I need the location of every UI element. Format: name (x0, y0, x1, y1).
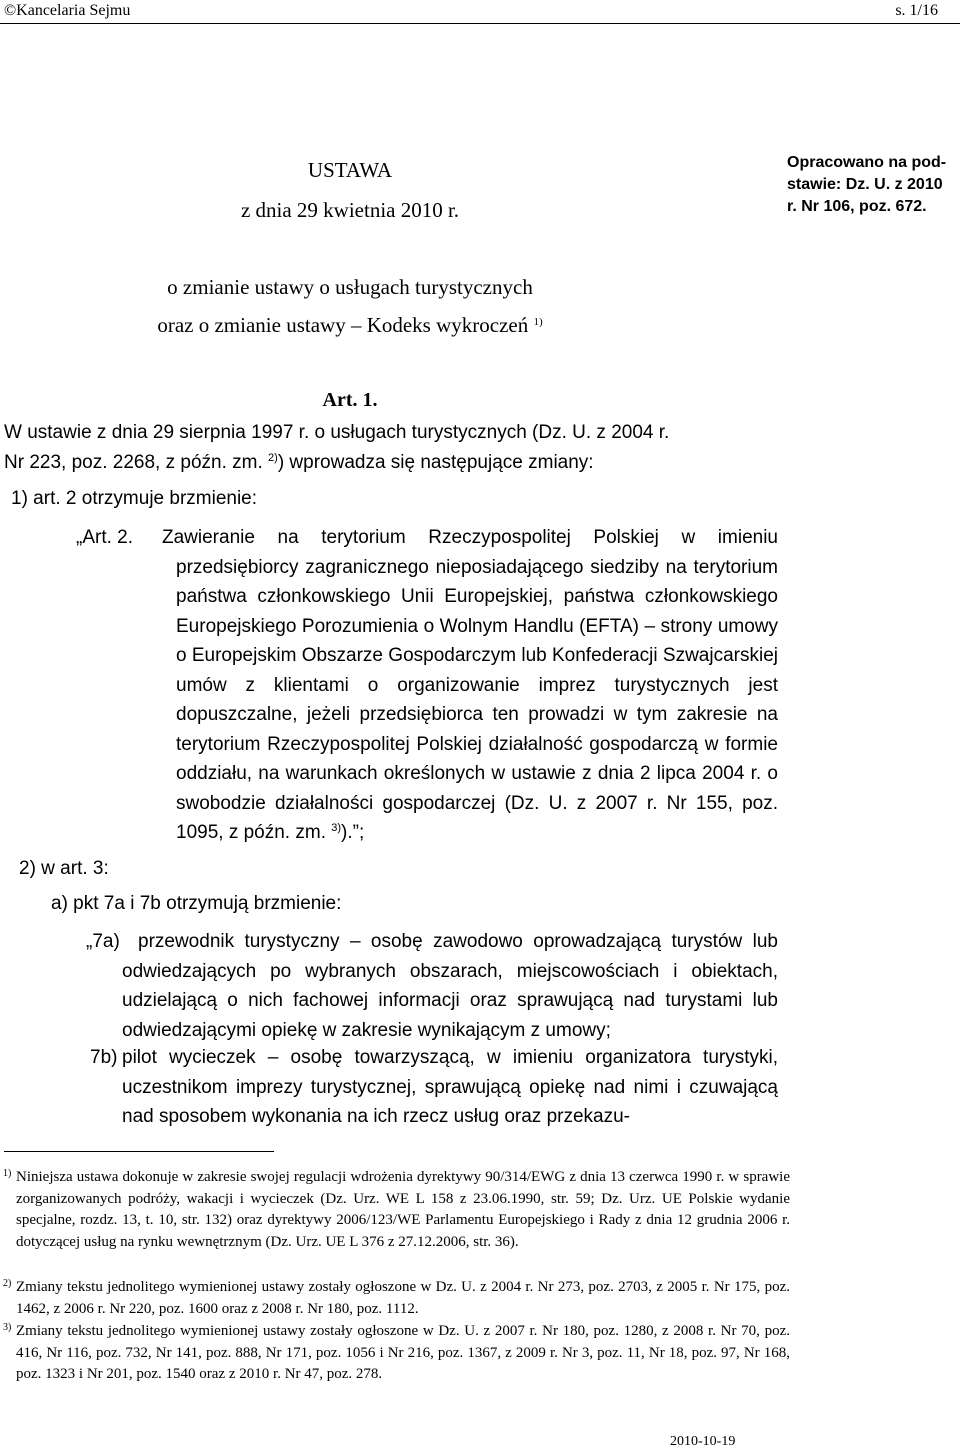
act-date: z dnia 29 kwietnia 2010 r. (240, 198, 460, 222)
footnote-3-number: 3) (3, 1322, 12, 1333)
article-1-heading: Art. 1. (322, 389, 378, 411)
footnote-1-text: Niniejsza ustawa dokonuje w zakresie swojej regulacji wdrożenia dyrektywy 90/314/EWG z dnia 13 czerwca 1990 r. w sprawie zorganizowanych podróży, wakacji i wycieczek (Dz. Urz. WE L 158 z 23.06.1990, str. 59; Dz. Urz. UE Polskie wydanie specjalne, rozdz. 13, t. 10, str. 132) oraz dyrektywy 2006/123/WE Parlamentu Europejskiego i Rady z dnia 12 grudnia 2006 r. dotyczącej usług na rynku wewnętrznym (Dz. Urz. UE L 376 z 27.12.2006, str. 36). (16, 1169, 790, 1250)
header-rule (0, 23, 960, 24)
act-type-title: USTAWA (307, 158, 393, 182)
footnote-ref-2[interactable]: 2) (268, 451, 278, 464)
footnote-2 (0, 1277, 790, 1320)
footnote-ref-3[interactable]: 3) (331, 822, 342, 834)
art-2-text: Zawieranie na terytorium Rzeczypospolitej Polskiej w imieniu przedsiębiorcy zagranicznego nieposiadającego siedziby na terytorium państwa członkowskiego Unii Europejskiej, państwa członkowskiego Europejskiego Porozumienia o Wolnym Handlu (EFTA) – strony umowy o Europejskim Obszarze Gospodarczym lub Konfederacji Szwajcarskiej umów z klientami o organizowanie imprez turystycznych jest dopuszczalne, jeżeli przedsiębiorca ten prowadzi w tym zakresie na terytorium Rzeczypospolitej Polskiej działalność gospodarczą w formie oddziału, na warunkach określonych w ustawie z dnia 2 lipca 2004 r. o swobodzie działalności gospodarczej (Dz. U. z 2007 r. Nr 155, poz. 1095, z późn. zm. $^{3)}$).”; (162, 527, 778, 843)
act-subject-line-1: o zmianie ustawy o usługach turystycznych (167, 275, 533, 299)
header-copyright: ©Kancelaria Sejmu (4, 2, 131, 19)
footnote-ref-1[interactable]: 1) (533, 316, 543, 328)
art-2-heading: „Art. 2. (76, 527, 134, 548)
footnote-2-text: Zmiany tekstu jednolitego wymienionej ustawy zostały ogłoszone w Dz. U. z 2004 r. Nr 273, poz. 2703, z 2005 r. Nr 175, poz. 1462, z 2006 r. Nr 220, poz. 1600 oraz z 2008 r. Nr 180, poz. 1112. (16, 1279, 790, 1317)
article-1-intro: W ustawie z dnia 29 sierpnia 1997 r. o usługach turystycznych (Dz. U. z 2004 r. Nr 223, poz. 2268, z późn. zm. $^{2)}$) wprowadza się następujące zmiany: (4, 422, 670, 473)
footnote-1-number: 1) (3, 1168, 12, 1179)
item-7b-text: pilot wycieczek – osobę towarzyszącą, w imieniu organizatora turystyki, uczestnikom imprezy turystycznej, sprawującą opiekę nad nimi i czuwającą nad sposobem wykonania na ich rzecz usług oraz przekazu- (122, 1047, 778, 1127)
footnote-3-text: Zmiany tekstu jednolitego wymienionej ustawy zostały ogłoszone w Dz. U. z 2007 r. Nr 180, poz. 1280, z 2008 r. Nr 70, poz. 416, Nr 116, poz. 732, Nr 141, poz. 888, Nr 171, poz. 1056 i Nr 216, poz. 1367, z 2009 r. Nr 3, poz. 11, Nr 18, poz. 97, Nr 168, poz. 1323 i Nr 201, poz. 1540 oraz z 2010 r. Nr 47, poz. 278. (16, 1323, 790, 1382)
item-7a-text: przewodnik turystyczny – osobę zawodowo oprowadzającą turystów lub odwiedzających po wybranych obszarach, miejscowościach i obiektach, udzielającą o nich fachowej informacji oraz sprawującą nad turystami lub odwiedzającymi opiekę w zakresie wynikającym z umowy; (122, 931, 778, 1041)
footnote-1 (0, 1167, 790, 1253)
footnote-2-number: 2) (3, 1278, 12, 1289)
act-subject-line-2: oraz o zmianie ustawy – Kodeks wykroczeń $^{1)}$ (157, 313, 543, 337)
point-2a: a) pkt 7a i 7b otrzymują brzmienie: (51, 893, 342, 914)
point-2: 2) w art. 3: (19, 858, 109, 879)
item-7a-label: „7a) (86, 931, 120, 952)
footnote-3 (0, 1321, 790, 1386)
footer-date: 2010-10-19 (670, 1434, 736, 1449)
point-1: 1) art. 2 otrzymuje brzmienie: (11, 488, 258, 509)
footnote-separator (4, 1151, 274, 1152)
source-note: Opracowano na pod- stawie: Dz. U. z 2010 r. Nr 106, poz. 672. (787, 154, 947, 215)
header-page-number: s. 1/16 (895, 2, 938, 19)
item-7b-label: 7b) (90, 1047, 118, 1068)
